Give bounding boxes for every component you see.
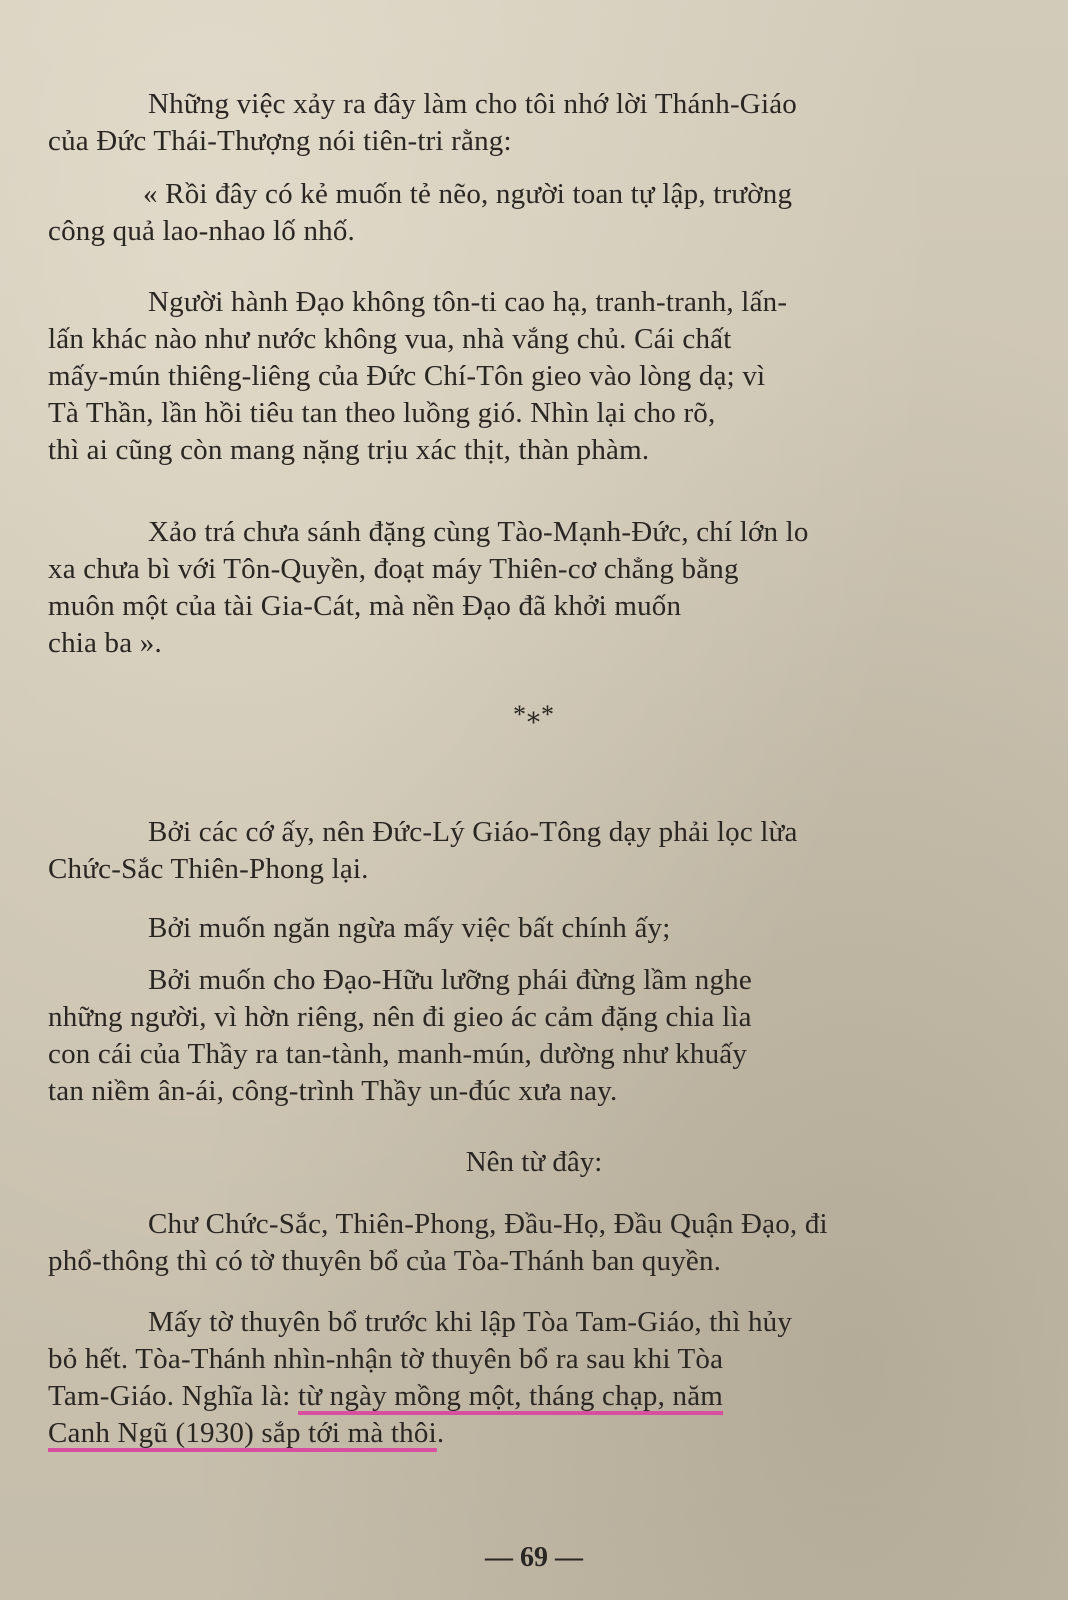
text-fragment: .: [436, 1417, 445, 1449]
text-line: con cái của Thầy ra tan-tành, manh-mún, dường như khuấy: [48, 1038, 748, 1070]
page-number: — 69 —: [485, 1542, 583, 1573]
paragraph-2-quote: [48, 176, 1008, 250]
text-line: công quả lao-nhao lố nhố.: [48, 215, 356, 247]
text-line: Bởi các cớ ấy, nên Đức-Lý Giáo-Tông dạy phải lọc lừa: [148, 816, 798, 848]
paragraph-6: [48, 910, 1008, 947]
text-line: Người hành Đạo không tôn-ti cao hạ, tranh-tranh, lấn-: [148, 286, 788, 318]
text-line: mấy-mún thiêng-liêng của Đức Chí-Tôn gieo vào lòng dạ; vì: [48, 360, 766, 392]
text-line: thì ai cũng còn mang nặng trịu xác thịt, thàn phàm.: [48, 434, 650, 466]
paragraph-8: [48, 1206, 1008, 1280]
paragraph-7: [48, 962, 1008, 1110]
section-separator: *⁎*: [513, 700, 555, 729]
text-line: lấn khác nào như nước không vua, nhà vắng chủ. Cái chất: [48, 323, 732, 355]
paragraph-1: [48, 86, 1008, 160]
text-line: Mấy tờ thuyên bổ trước khi lập Tòa Tam-Giáo, thì hủy: [148, 1306, 793, 1338]
text-line: bỏ hết. Tòa-Thánh nhìn-nhận tờ thuyên bổ ra sau khi Tòa: [48, 1343, 724, 1375]
text-line: [48, 1415, 1008, 1452]
highlighted-text: Canh Ngũ (1930) sắp tới mà thôi: [48, 1417, 437, 1449]
text-line: chia ba ».: [48, 627, 162, 659]
text-line: những người, vì hờn riêng, nên đi gieo ác cảm đặng chia lìa: [48, 1001, 752, 1033]
paragraph-9: [48, 1304, 1008, 1452]
text-line: Tà Thần, lần hồi tiêu tan theo luồng gió. Nhìn lại cho rõ,: [48, 397, 716, 429]
text-line: Chư Chức-Sắc, Thiên-Phong, Đầu-Họ, Đầu Quận Đạo, đi: [148, 1208, 828, 1240]
text-line: Bởi muốn ngăn ngừa mấy việc bất chính ấy;: [148, 912, 671, 944]
text-line: của Đức Thái-Thượng nói tiên-tri rằng:: [48, 125, 512, 157]
highlighted-text: từ ngày mồng một, tháng chạp, năm: [298, 1380, 724, 1412]
text-line: xa chưa bì với Tôn-Quyền, đoạt máy Thiên-cơ chẳng bằng: [48, 553, 739, 585]
text-line: Bởi muốn cho Đạo-Hữu lưỡng phái đừng lầm nghe: [148, 964, 752, 996]
text-line: Xảo trá chưa sánh đặng cùng Tào-Mạnh-Đức, chí lớn lo: [148, 516, 809, 548]
text-line: [48, 1378, 1008, 1415]
paragraph-3: [48, 284, 1008, 469]
text-line: « Rồi đây có kẻ muốn tẻ nẽo, người toan tự lập, trường: [143, 178, 793, 210]
paragraph-5: [48, 814, 1008, 888]
text-line: Những việc xảy ra đây làm cho tôi nhớ lời Thánh-Giáo: [148, 88, 797, 120]
section-heading: Nên từ đây:: [465, 1146, 603, 1178]
paragraph-4: [48, 514, 1008, 662]
text-line: Chức-Sắc Thiên-Phong lại.: [48, 853, 369, 885]
text-line: tan niềm ân-ái, công-trình Thầy un-đúc xưa nay.: [48, 1075, 618, 1107]
text-line: phổ-thông thì có tờ thuyên bổ của Tòa-Thánh ban quyền.: [48, 1245, 722, 1277]
text-fragment: Tam-Giáo. Nghĩa là:: [48, 1380, 299, 1412]
text-line: muôn một của tài Gia-Cát, mà nền Đạo đã khởi muốn: [48, 590, 682, 622]
